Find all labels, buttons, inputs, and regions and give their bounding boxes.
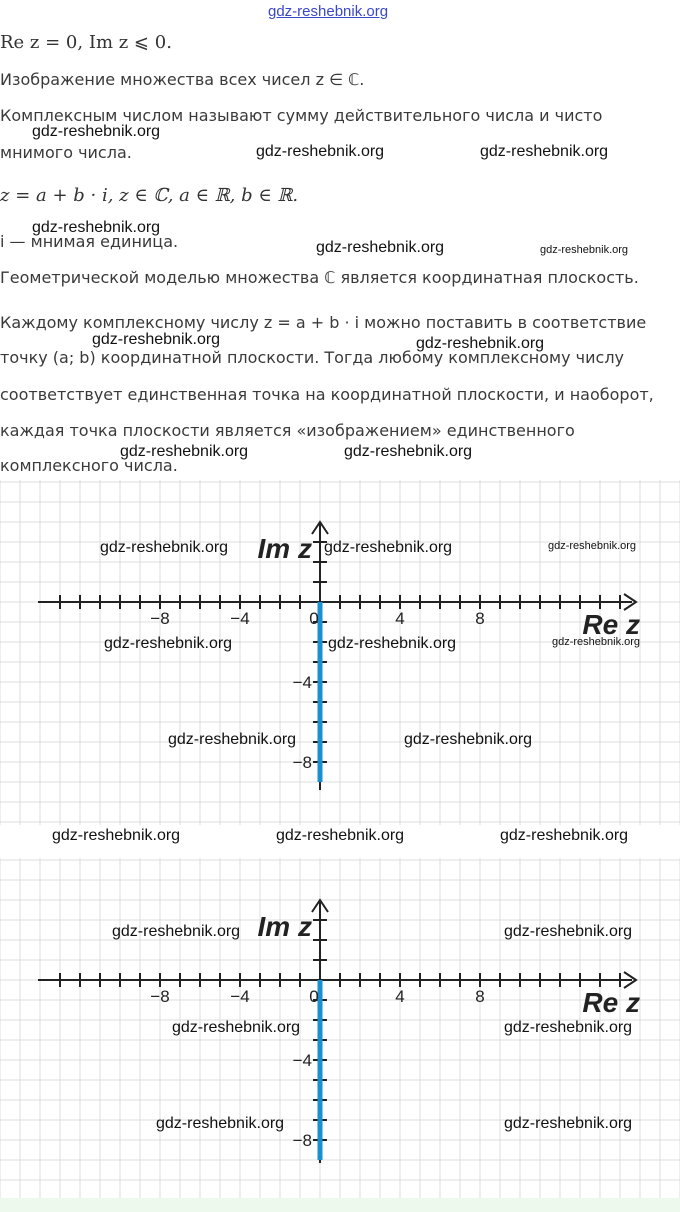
watermark: gdz-reshebnik.org [328, 635, 457, 652]
x-axis-label: Re z [582, 609, 640, 640]
watermark: gdz-reshebnik.org [256, 143, 385, 160]
paragraph-line-2: точку (a; b) координатной плоскости. Тогда любому комплексному числу [0, 348, 625, 367]
definition-line-2: мнимого числа. [0, 143, 132, 162]
watermark: gdz-reshebnik.org [92, 331, 221, 348]
y-tick-label: −8 [292, 1131, 312, 1150]
x-tick-label: 0 [309, 609, 319, 628]
watermark: gdz-reshebnik.org [316, 239, 445, 256]
x-tick-label: 8 [475, 609, 485, 628]
y-tick-label: −4 [292, 673, 312, 692]
x-axis-label: Re z [582, 987, 640, 1018]
watermark: gdz-reshebnik.org [52, 827, 181, 844]
y-tick-label: −4 [292, 1051, 312, 1070]
watermark: gdz-reshebnik.org [324, 539, 453, 556]
watermark: gdz-reshebnik.org [172, 1019, 301, 1036]
y-tick-label: −8 [292, 753, 312, 772]
condition-line: Re z = 0, Im z ⩽ 0. [0, 32, 172, 53]
watermark: gdz-reshebnik.org [100, 539, 229, 556]
watermark: gdz-reshebnik.org [120, 443, 249, 460]
x-tick-label: 8 [475, 987, 485, 1006]
watermark: gdz-reshebnik.org [344, 443, 473, 460]
watermark: gdz-reshebnik.org [548, 540, 637, 552]
watermark: gdz-reshebnik.org [552, 636, 641, 648]
x-tick-label: −4 [230, 987, 250, 1006]
formula-line: z = a + b · i, z ∈ ℂ, a ∈ ℝ, b ∈ ℝ. [0, 185, 299, 206]
x-tick-label: 4 [395, 609, 405, 628]
bottom-strip [0, 1198, 680, 1212]
watermark: gdz-reshebnik.org [32, 123, 161, 140]
watermark: gdz-reshebnik.org [168, 731, 297, 748]
x-tick-label: 0 [309, 987, 319, 1006]
watermark: gdz-reshebnik.org [112, 923, 241, 940]
watermark: gdz-reshebnik.org [480, 143, 609, 160]
y-axis-label: Im z [257, 533, 312, 564]
watermark: gdz-reshebnik.org [504, 1115, 633, 1132]
watermark: gdz-reshebnik.org [32, 219, 161, 236]
watermark: gdz-reshebnik.org [504, 1019, 633, 1036]
watermark: gdz-reshebnik.org [404, 731, 533, 748]
paragraph-line-3: соответствует единственная точка на координатной плоскости, и наоборот, [0, 385, 654, 404]
paragraph-line-4: каждая точка плоскости является «изображением» единственного [0, 421, 575, 440]
watermark: gdz-reshebnik.org [504, 923, 633, 940]
watermark: gdz-reshebnik.org [104, 635, 233, 652]
watermark: gdz-reshebnik.org [156, 1115, 285, 1132]
x-tick-label: −8 [150, 987, 170, 1006]
paragraph-line-5: комплексного числа. [0, 456, 178, 475]
watermark: gdz-reshebnik.org [500, 827, 629, 844]
watermark: gdz-reshebnik.org [276, 827, 405, 844]
x-tick-label: −4 [230, 609, 250, 628]
paragraph-line-1: Каждому комплексному числу z = a + b · i можно поставить в соответствие [0, 313, 647, 332]
definition-line-1: Комплексным числом называют сумму действительного числа и чисто [0, 106, 603, 125]
set-description: Изображение множества всех чисел z ∈ ℂ. [0, 70, 365, 89]
x-tick-label: 4 [395, 987, 405, 1006]
watermark: gdz-reshebnik.org [416, 335, 545, 352]
watermark: gdz-reshebnik.org [540, 244, 629, 256]
site-link[interactable]: gdz-reshebnik.org [268, 3, 389, 20]
model-line: Геометрической моделью множества ℂ является координатная плоскость. [0, 268, 639, 287]
imag-unit-line: i — мнимая единица. [0, 232, 179, 251]
y-axis-label: Im z [257, 911, 312, 942]
x-tick-label: −8 [150, 609, 170, 628]
